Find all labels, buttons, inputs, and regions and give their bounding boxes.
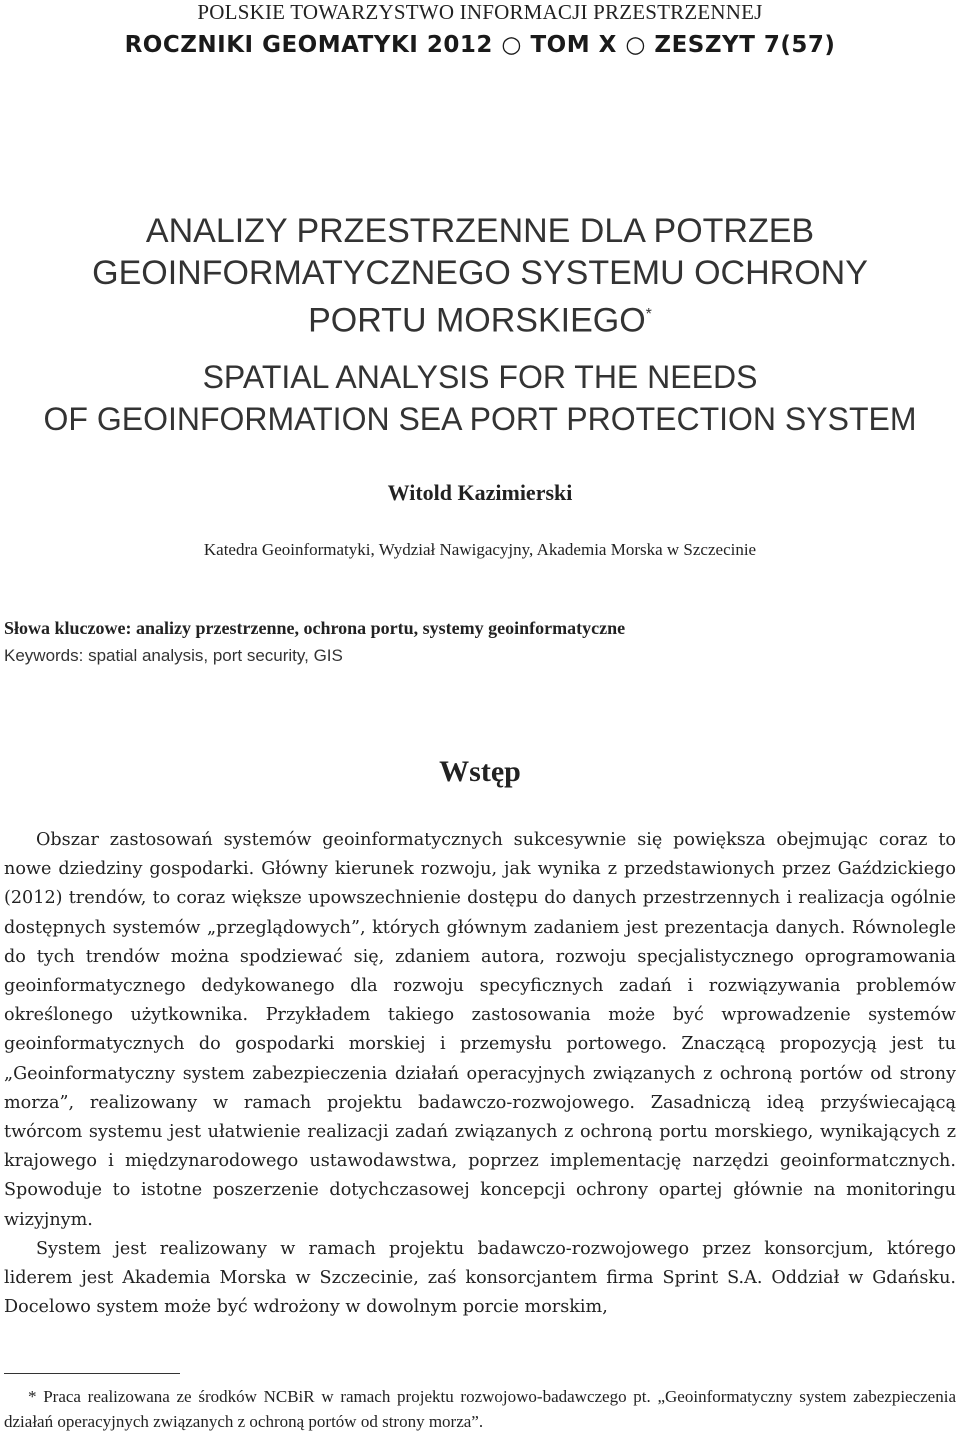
section-title: Wstęp	[439, 755, 521, 788]
title-polish-line-2: GEOINFORMATYCZNEGO SYSTEMU OCHRONY	[92, 254, 868, 292]
title-polish-line-3-text: PORTU MORSKIEGO	[308, 301, 646, 340]
journal-header: ROCZNIKI GEOMATYKI 2012 ○ TOM X ○ ZESZYT 7(57)	[124, 32, 836, 58]
keywords-polish: Słowa kluczowe: analizy przestrzenne, ochrona portu, systemy geoinformatyczne	[4, 618, 626, 638]
footnote-text: * Praca realizowana ze środków NCBiR w ramach projektu rozwojowo-badawczego pt. „Geoinformatyczny system zabezpieczenia działań operacyjnych związanych z ochroną portów od strony morza”.	[4, 1387, 956, 1431]
footnote	[4, 1384, 956, 1434]
title-polish	[0, 210, 960, 341]
keywords-english: Keywords: spatial analysis, port security, GIS	[4, 646, 343, 665]
title-english	[0, 356, 960, 440]
body-text	[4, 826, 956, 1322]
author-name: Witold Kazimierski	[387, 480, 573, 505]
body-paragraph-2: System jest realizowany w ramach projektu badawczo-rozwojowego przez konsorcjum, którego liderem jest Akademia Morska w Szczecinie, zaś konsorcjantem firma Sprint S.A. Oddział w Gdańsku. Docelowo system może być wdrożony w dowolnym porcie morskim,	[4, 1238, 956, 1318]
organization-header: POLSKIE TOWARZYSTWO INFORMACJI PRZESTRZENNEJ	[197, 0, 763, 24]
title-polish-line-3	[0, 294, 960, 341]
title-footnote-mark: *	[645, 306, 652, 323]
title-polish-line-1: ANALIZY PRZESTRZENNE DLA POTRZEB	[145, 212, 815, 250]
title-english-line-1: SPATIAL ANALYSIS FOR THE NEEDS	[202, 359, 758, 395]
title-english-line-2: OF GEOINFORMATION SEA PORT PROTECTION SYSTEM	[43, 401, 917, 437]
body-paragraph-1: Obszar zastosowań systemów geoinformatycznych sukcesywnie się powiększa obejmując coraz to nowe dziedziny gospodarki. Główny kierunek rozwoju, jak wynika z przedstawionych przez Gaździckiego (2012) trendów, to coraz większe upowszechnienie dostępu do danych przestrzennych i realizacja ogólnie dostępnych systemów „przeglądowych”, których głównym zadaniem jest prezentacja danych. Równolegle do tych trendów można spodziewać się, zdaniem autora, rozwoju specjalistycznego oprogramowania geoinformatycznego dedykowanego dla rozwoju specyficznych zadań i rozwiązywania problemów określonego użytkownika. Przykładem takiego zastosowania może być wprowadzenie systemów geoinformatycznych do gospodarki morskiej i przemysłu portowego. Znaczącą propozycją jest tu „Geoinformatyczny system zabezpieczenia działań operacyjnych związanych z ochroną portów od strony morza”, realizowany w ramach projektu badawczo-rozwojowego. Zasadniczą ideą przyświecającą twórcom systemu jest ułatwienie realizacji zadań związanych z ochroną portu morskiego, wynikających z krajowego i międzynarodowego ustawodawstwa, poprzez implementację narzędzi geoinformatcznych. Spowoduje to istotne poszerzenie dotychczasowej koncepcji ochrony opartej głównie na monitoringu wizyjnym.	[4, 830, 956, 1230]
footnote-divider	[4, 1373, 180, 1374]
author-affiliation: Katedra Geoinformatyki, Wydział Nawigacyjny, Akademia Morska w Szczecinie	[203, 540, 757, 559]
